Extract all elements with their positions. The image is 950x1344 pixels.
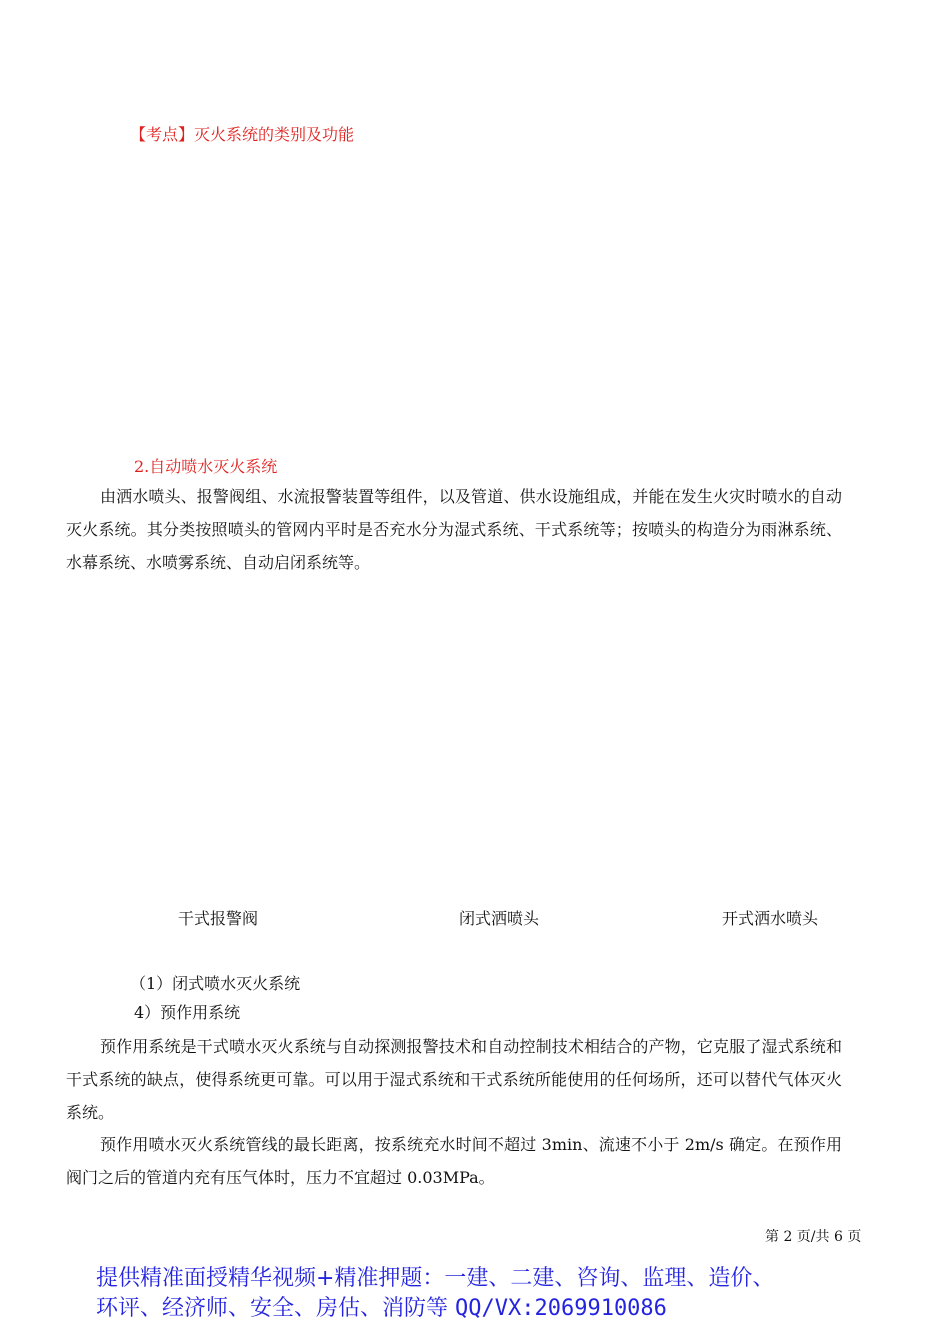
section-subheading: 2.自动喷水灭火系统 [134,457,278,476]
exam-point-bracket: 【考点】 [130,125,195,144]
ad-contact: QQ/VX:2069910086 [455,1296,667,1321]
ad-line-1: 提供精准面授精华视频+精准押题：一建、二建、咨询、监理、造价、 [96,1266,775,1291]
paragraph-preaction-pipeline: 预作用喷水灭火系统管线的最长距离，按系统充水时间不超过 3min、流速不小于 2m/s 确定。在预作用阀门之后的管道内充有压气体时，压力不宜超过 0.03MPa。 [66,1135,842,1187]
ad-line-2-prefix: 环评、经济师、安全、房估、消防等 [96,1296,455,1321]
subsection-heading-preaction: 4）预作用系统 [134,1003,241,1022]
paragraph-sprinkler-intro: 由洒水喷头、报警阀组、水流报警装置等组件，以及管道、供水设施组成，并能在发生火灾时喷水的自动灭火系统。其分类按照喷头的管网内平时是否充水分为湿式系统、干式系统等；按喷头的构造分为雨淋系统、水幕系统、水喷雾系统、自动启闭系统等。 [66,487,842,572]
caption-dry-alarm-valve: 干式报警阀 [178,909,259,928]
ad-line-2 [96,1294,667,1323]
page-indicator: 第 2 页/共 6 页 [765,1229,862,1245]
exam-point-heading [130,122,354,145]
caption-closed-sprinkler: 闭式洒喷头 [459,909,540,928]
subsection-heading-closed-system: （1）闭式喷水灭火系统 [130,974,301,993]
paragraph-preaction-description: 预作用系统是干式喷水灭火系统与自动探测报警技术和自动控制技术相结合的产物，它克服了湿式系统和干式系统的缺点，使得系统更可靠。可以用于湿式系统和干式系统所能使用的任何场所，还可以替代气体灭火系统。 [66,1037,842,1122]
exam-point-title: 灭火系统的类别及功能 [194,125,355,144]
caption-open-sprinkler: 开式洒水喷头 [722,909,819,928]
